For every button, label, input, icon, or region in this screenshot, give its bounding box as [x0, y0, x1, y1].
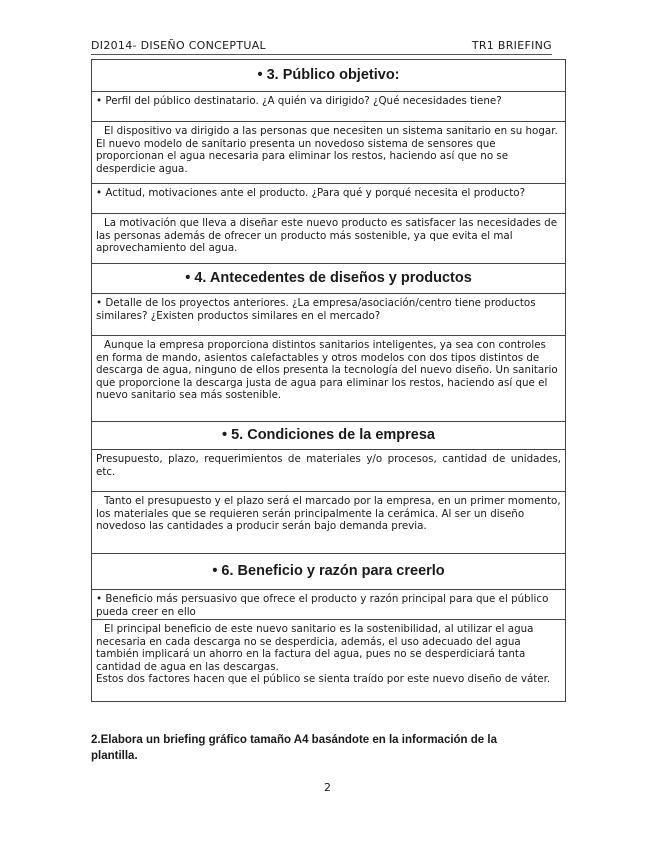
question-detalle: • Detalle de los proyectos anteriores. ¿La empresa/asociación/centro tiene productos similares? ¿Existen productos similares en el mercado? — [92, 294, 566, 336]
task-instruction: 2.Elabora un briefing gráfico tamaño A4 basándote en la información de la plantilla. — [91, 734, 497, 762]
question-perfil: • Perfil del público destinatario. ¿A quién va dirigido? ¿Qué necesidades tiene? — [92, 92, 566, 122]
briefing-table — [91, 59, 566, 702]
question-actitud: • Actitud, motivaciones ante el producto. ¿Para qué y porqué necesita el producto? — [92, 184, 566, 214]
section-title-condiciones: • 5. Condiciones de la empresa — [92, 422, 566, 450]
document-title: TR1 BRIEFING — [471, 39, 552, 52]
question-beneficio: • Beneficio más persuasivo que ofrece el producto y razón principal para que el público pueda creer en ello — [92, 590, 566, 620]
answer-perfil: El dispositivo va dirigido a las personas que necesiten un sistema sanitario en su hogar. El nuevo modelo de sanitario presenta un novedoso sistema de sensores que proporcionan el agua necesaria para eliminar los restos, haciendo así que no se desperdicie agua. — [96, 125, 558, 175]
answer-actitud: La motivación que lleva a diseñar este nuevo producto es satisfacer las necesidades de las personas además de ofrecer un producto más sostenible, ya que evita el mal aprovechamiento del agua. — [96, 217, 558, 254]
page-number: 2 — [324, 781, 331, 794]
section-title-publico: • 3. Público objetivo: — [92, 60, 566, 92]
answer-presupuesto: Tanto el presupuesto y el plazo será el marcado por la empresa, en un primer momento, los materiales que se requieren serán principalmente la cerámica. Al ser un diseño novedoso las cantidades a producir serán bajo demanda previa. — [96, 495, 561, 532]
course-title: DI2014- DISEÑO CONCEPTUAL — [91, 39, 266, 52]
answer-detalle: Aunque la empresa proporciona distintos sanitarios inteligentes, ya sea con controles en forma de mando, asientos calefactables y otros modelos con dos tipos distintos de descarga de agua, ninguno de ellos presenta la tecnología del nuevo diseño. Un sanitario que proporcione la descarga justa de agua para eliminar los restos, haciendo así que el nuevo sanitario sea más sostenible. — [96, 339, 558, 401]
page-header — [91, 38, 552, 55]
section-title-antecedentes: • 4. Antecedentes de diseños y productos — [92, 264, 566, 294]
answer-beneficio: El principal beneficio de este nuevo sanitario es la sostenibilidad, al utilizar el agua necesaria en cada descarga no se desperdicia, además, el uso adecuado del agua también implicará un ahorro en la factura del agua, pues no se desperdiciará tanta cantidad de agua en las descargas. — [96, 623, 534, 673]
question-presupuesto: Presupuesto, plazo, requerimientos de materiales y/o procesos, cantidad de unidades, etc. — [92, 450, 566, 492]
answer-beneficio-extra: Estos dos factores hacen que el público se sienta traído por este nuevo diseño de váter. — [96, 673, 551, 685]
section-title-beneficio: • 6. Beneficio y razón para creerlo — [92, 554, 566, 590]
